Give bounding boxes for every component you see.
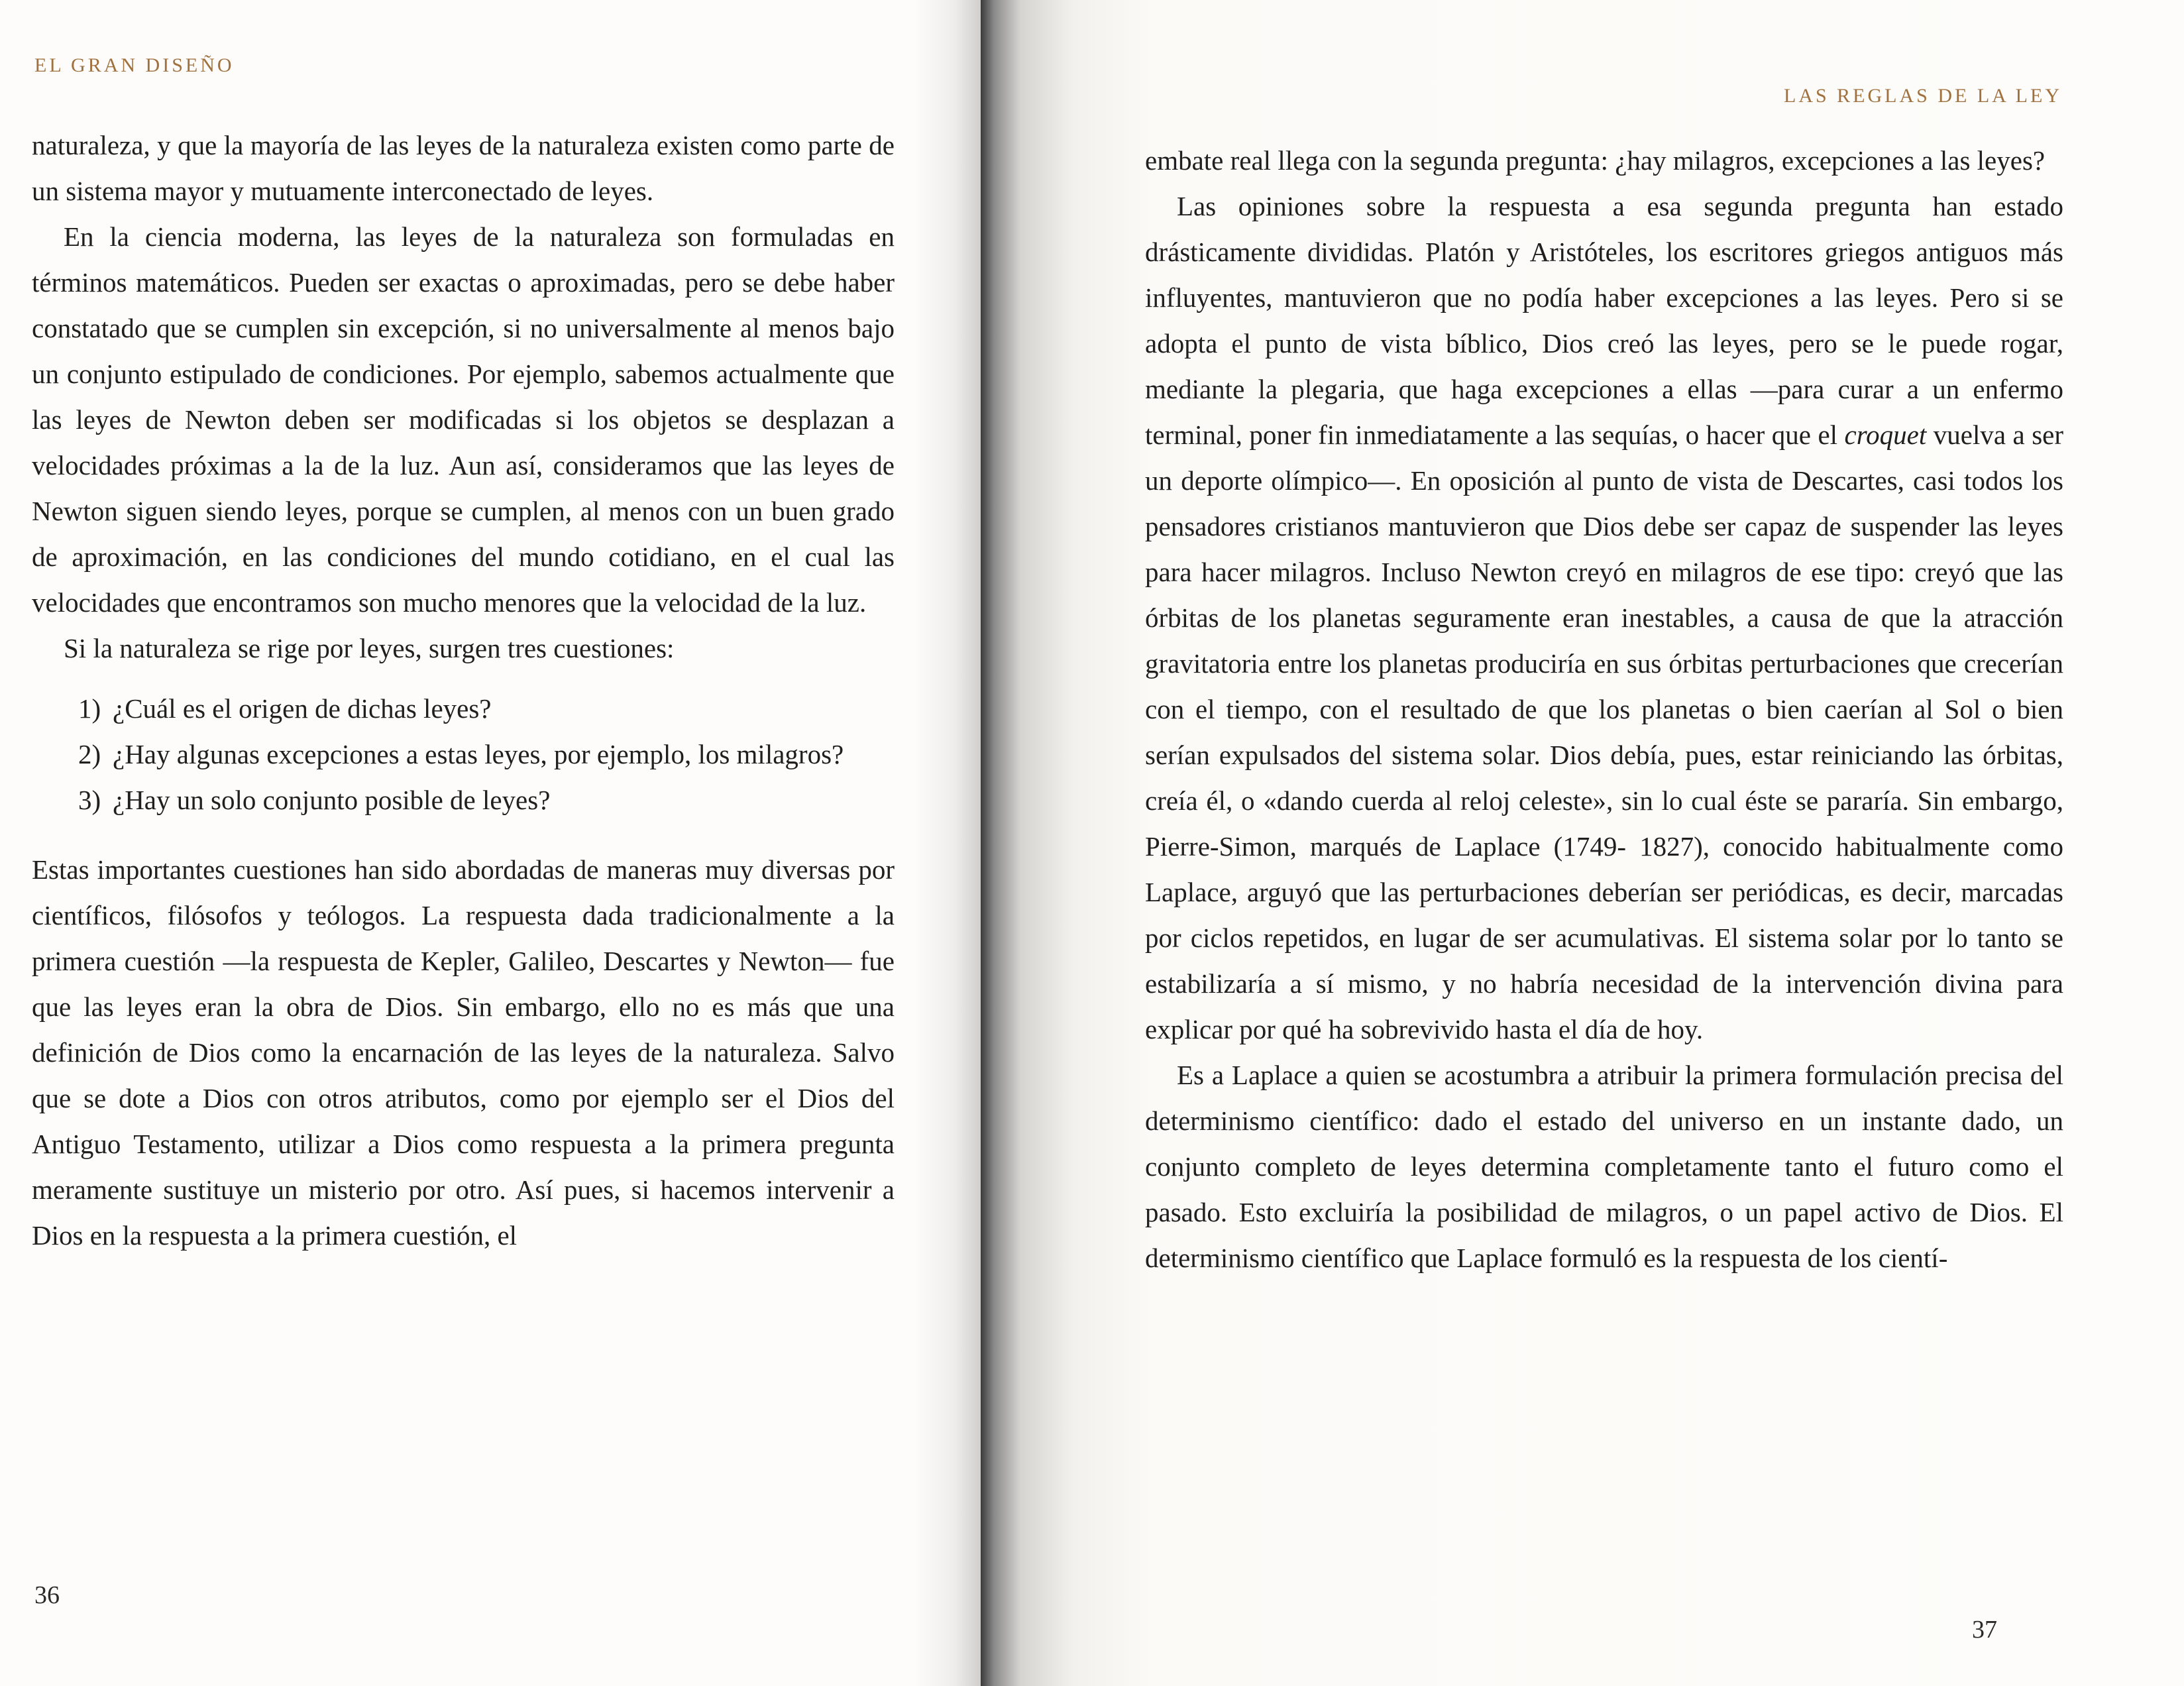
list-item-text: ¿Hay algunas excepciones a estas leyes, por ejemplo, los milagros? [113,739,844,769]
croquet-italic: croquet [1844,420,1927,450]
list-item-text: ¿Hay un solo conjunto posible de leyes? [113,785,551,815]
left-paragraph-3: Si la naturaleza se rige por leyes, surgen tres cuestiones: [64,633,675,663]
left-page [0,0,981,1686]
list-item-number: 1) [78,693,101,724]
left-running-head: EL GRAN DISEÑO [34,54,235,76]
gutter-shadow [914,0,981,1686]
right-paragraph-2-end: vuelva a ser un deporte olímpico—. En oposición al punto de vista de Descartes, casi todos los pensadores cristianos mantuvieron que Dios debe ser capaz de suspender las leyes para hacer milagros. Incluso Newton creyó en milagros de ese tipo: creyó que las órbitas de los planetas seguramente eran inestables, a causa de que la atracción gravitatoria entre los planetas produciría en sus órbitas perturbaciones que crecerían con el tiempo, con el resultado de que los planetas o bien caerían al Sol o bien serían expulsados del sistema solar. Dios debía, pues, estar reiniciando las órbitas, creía él, o «dando cuerda al reloj celeste», sin lo cual éste se pararía. Sin embargo, Pierre-Simon, marqués de Laplace (1749- 1827), conocido habitualmente como Laplace, arguyó que las perturbaciones deberían ser periódicas, es decir, marcadas por ciclos repetidos, en lugar de ser acumulativas. El sistema solar por lo tanto se estabilizaría a sí mismo, y no habría necesidad de la intervención divina para explicar por qué ha sobrevivido hasta el día de hoy. [1145,420,2063,1044]
right-paragraph-2 [1145,184,2063,1052]
list-item-number: 3) [78,785,101,815]
list-item-number: 2) [78,739,101,769]
right-paragraph-3: Es a Laplace a quien se acostumbra a atribuir la primera formulación precisa del determinismo científico: dado el estado del universo en un instante dado, un conjunto completo de leyes determina completamente tanto el futuro como el pasado. Esto excluiría la posibilidad de milagros, o un papel activo de Dios. El determinismo científico que Laplace formuló es la respuesta de los cientí- [1145,1060,2063,1273]
left-paragraph-2: En la ciencia moderna, las leyes de la naturaleza son formuladas en términos matemáticos. Pueden ser exactas o aproximadas, pero se debe haber constatado que se cumplen sin excepción, si no universalmente al menos bajo un conjunto estipulado de condiciones. Por ejemplo, sabemos actualmente que las leyes de Newton deben ser modificadas si los objetos se desplazan a velocidades próximas a la de la luz. Aun así, consideramos que las leyes de Newton siguen siendo leyes, porque se cumplen, al menos con un buen grado de aproximación, en las condiciones del mundo cotidiano, en el cual las velocidades que encontramos son mucho menores que la velocidad de la luz. [32,221,895,618]
left-body-text [32,123,895,1259]
left-page-number: 36 [34,1581,60,1609]
left-paragraph-4: Estas importantes cuestiones han sido abordadas de maneras muy diversas por científicos, filósofos y teólogos. La respuesta dada tradicionalmente a la primera cuestión —la respuesta de Kepler, Galileo, Descartes y Newton— fue que las leyes eran la obra de Dios. Sin embargo, ello no es más que una definición de Dios como la encarnación de las leyes de la naturaleza. Salvo que se dote a Dios con otros atributos, como por ejemplo ser el Dios del Antiguo Testamento, utilizar a Dios como respuesta a la primera pregunta meramente sustituye un misterio por otro. Así pues, si hacemos intervenir a Dios en la respuesta a la primera cuestión, el [32,854,895,1251]
right-running-head: LAS REGLAS DE LA LEY [1784,85,2062,107]
right-paragraph-2-start: Las opiniones sobre la respuesta a esa segunda pregunta han estado drásticamente divididas. Platón y Aristóteles, los escritores griegos antiguos más influyentes, mantuvieron que no podía haber excepciones a las leyes. Pero si se adopta el punto de vista bíblico, Dios creó las leyes, pero se le puede rogar, mediante la plegaria, que haga excepciones a ellas —para curar a un enfermo terminal, poner fin inmediatamente a las sequías, o hacer que el [1145,191,2063,450]
list-item [32,732,895,777]
list-item [32,686,895,732]
right-page [981,0,2184,1686]
right-body-text [1145,138,2063,1281]
list-item-text: ¿Cuál es el origen de dichas leyes? [113,693,492,724]
left-paragraph-1: naturaleza, y que la mayoría de las leyes de la naturaleza existen como parte de un sistema mayor y mutuamente interconectado de leyes. [32,130,895,206]
right-page-number: 37 [1972,1616,1997,1644]
right-paragraph-1: embate real llega con la segunda pregunta: ¿hay milagros, excepciones a las leyes? [1145,145,2046,176]
list-item [32,777,895,823]
question-list [32,686,895,823]
